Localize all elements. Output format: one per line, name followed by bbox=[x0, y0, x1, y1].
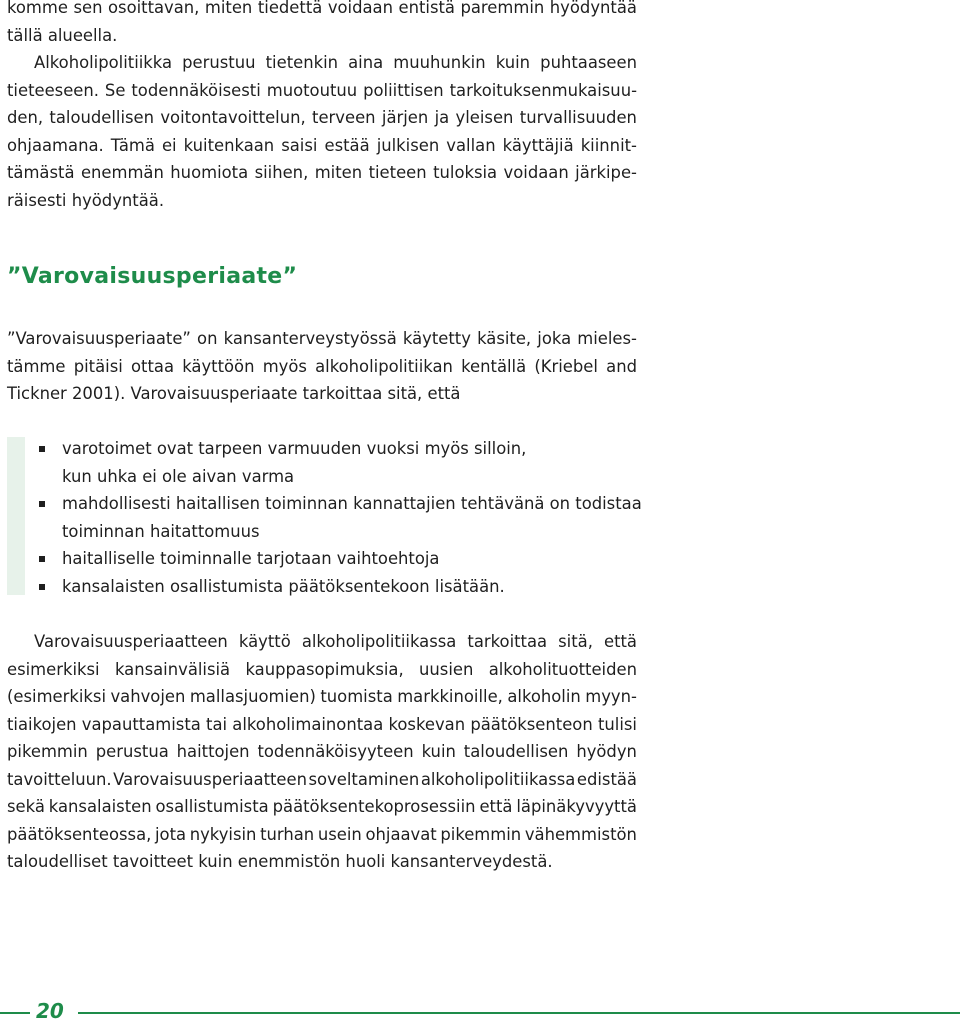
word: entistä bbox=[398, 0, 455, 17]
word: voidaan bbox=[503, 163, 569, 182]
word: ”Varovaisuusperiaate” bbox=[7, 329, 191, 348]
word: tieteeseen. bbox=[7, 80, 99, 100]
word: osallistumista bbox=[155, 797, 269, 816]
word: enemmän bbox=[80, 163, 164, 182]
word: hyödyntää bbox=[549, 0, 637, 17]
word: tuomista bbox=[320, 687, 393, 706]
word: tietenkin bbox=[265, 53, 339, 72]
word: voidaan bbox=[327, 0, 393, 17]
word: alkoholin bbox=[507, 687, 581, 706]
text-line bbox=[7, 49, 637, 77]
word: Alkoholipolitiikka bbox=[34, 53, 173, 72]
word: taloudellisen bbox=[463, 742, 569, 761]
word: tarkoittaa bbox=[467, 632, 548, 651]
word: usein bbox=[317, 824, 362, 844]
word: sen bbox=[73, 0, 103, 17]
word: kuin bbox=[421, 742, 456, 761]
word: mallasjuomien) bbox=[189, 687, 316, 706]
word: ei bbox=[161, 135, 177, 155]
word: että bbox=[479, 797, 513, 816]
word: den, bbox=[7, 108, 44, 127]
word: käytetty bbox=[402, 329, 471, 348]
paragraph-definition bbox=[7, 325, 637, 408]
word: miten bbox=[314, 163, 363, 182]
word: käsite, bbox=[477, 329, 532, 348]
bullet-square-icon bbox=[39, 584, 45, 590]
word: järkipe- bbox=[575, 163, 637, 182]
word: kuitenkaan bbox=[183, 135, 275, 155]
bullet-list-accent-bar bbox=[7, 437, 25, 595]
text-line bbox=[7, 738, 637, 766]
word: alkoholipolitiikan bbox=[315, 356, 453, 376]
word: uusien bbox=[419, 659, 474, 679]
word: alkoholituotteiden bbox=[488, 659, 637, 679]
word: päätöksenteon bbox=[470, 714, 593, 734]
word: turhan bbox=[260, 824, 315, 844]
word: vallan bbox=[446, 135, 496, 155]
word: sekä bbox=[7, 797, 45, 816]
word: todennäköisesti bbox=[131, 80, 261, 100]
word: tavoitteluun. bbox=[7, 769, 112, 789]
word: käyttäjiä bbox=[502, 135, 574, 155]
text-line bbox=[7, 656, 637, 684]
word: päätöksentekoprosessiin bbox=[272, 797, 476, 816]
footer-rule-left bbox=[0, 1012, 30, 1014]
word: julkisen bbox=[376, 135, 440, 155]
word: esimerkiksi bbox=[7, 659, 100, 679]
bullet-list bbox=[38, 435, 642, 600]
word: voitontavoittelun, bbox=[160, 108, 306, 127]
word: ottaa bbox=[131, 356, 174, 376]
word: nykyisin bbox=[189, 824, 257, 844]
word: puhtaaseen bbox=[540, 53, 637, 72]
word: muuhunkin bbox=[393, 53, 486, 72]
word: osoittavan, bbox=[108, 0, 200, 17]
word: Varovaisuusperiaatteen bbox=[34, 632, 228, 651]
word: muotoutuu bbox=[266, 80, 358, 100]
text-line: Tickner 2001). Varovaisuusperiaate tarkoittaa sitä, että bbox=[7, 384, 461, 403]
word: terveen bbox=[312, 108, 376, 127]
bullet-square-icon bbox=[39, 556, 45, 562]
word: tarkoituksenmukaisuu- bbox=[449, 80, 637, 100]
word: että bbox=[604, 632, 637, 651]
text-line bbox=[7, 325, 637, 353]
word: pitäisi bbox=[73, 356, 123, 376]
bullet-square-icon bbox=[39, 446, 45, 452]
word: paremmin bbox=[460, 0, 545, 17]
word: kuin bbox=[495, 53, 531, 72]
word: todennäköisyyteen bbox=[257, 742, 414, 761]
word: myyn- bbox=[585, 687, 637, 706]
text-line bbox=[7, 821, 637, 849]
word: kauppasopimuksia, bbox=[245, 659, 404, 679]
word: kansanterveystyössä bbox=[223, 329, 397, 348]
text-line bbox=[7, 159, 637, 187]
text-line bbox=[7, 104, 637, 132]
list-item-text: varotoimet ovat tarpeen varmuuden vuoksi myös silloin, bbox=[62, 439, 527, 458]
text-line bbox=[7, 683, 637, 711]
word: kiinnit- bbox=[580, 135, 637, 155]
word: markkinoille, bbox=[397, 687, 503, 706]
word: Se bbox=[104, 80, 126, 100]
page-number: 20 bbox=[36, 999, 64, 1023]
word: ohjaamana. bbox=[7, 135, 104, 155]
word: edistää bbox=[576, 769, 637, 789]
word: taloudellisen bbox=[49, 108, 155, 127]
word: tämästä bbox=[7, 163, 75, 182]
word: saisi bbox=[281, 135, 318, 155]
text-line: taloudelliset tavoitteet kuin enemmistön huoli kansanterveydestä. bbox=[7, 852, 553, 871]
word: päätöksenteossa, bbox=[7, 824, 152, 844]
word: (esimerkiksi bbox=[7, 687, 106, 706]
text-line bbox=[7, 628, 637, 656]
word: tiedettä bbox=[257, 0, 323, 17]
list-item-text: mahdollisesti haitallisen toiminnan kannattajien tehtävänä on todistaa bbox=[62, 494, 642, 513]
list-item bbox=[38, 545, 642, 573]
word: joka bbox=[537, 329, 572, 348]
word: tiaikojen bbox=[7, 714, 77, 734]
word: kansalaisten bbox=[48, 797, 152, 816]
text-line bbox=[7, 353, 637, 381]
word: haittojen bbox=[176, 742, 250, 761]
word: jota bbox=[154, 824, 187, 844]
bullet-square-icon bbox=[39, 501, 45, 507]
word: vahvojen bbox=[110, 687, 186, 706]
text-line bbox=[7, 711, 637, 739]
word: yleisen bbox=[455, 108, 514, 127]
word: mieles- bbox=[577, 329, 637, 348]
word: alkoholipolitiikassa bbox=[301, 632, 457, 651]
word: vapauttamista bbox=[81, 714, 201, 734]
word: (Kriebel bbox=[534, 356, 598, 376]
text-line bbox=[7, 0, 637, 22]
word: tämme bbox=[7, 356, 66, 376]
word: Varovaisuusperiaatteen bbox=[113, 769, 307, 789]
word: koskevan bbox=[388, 714, 466, 734]
word: estää bbox=[324, 135, 370, 155]
text-line bbox=[7, 132, 637, 160]
word: aina bbox=[348, 53, 384, 72]
word: pikemmin bbox=[440, 824, 522, 844]
word: huomiota bbox=[170, 163, 249, 182]
paragraph-intro bbox=[7, 0, 637, 214]
word: tuloksia bbox=[433, 163, 498, 182]
word: perustua bbox=[95, 742, 169, 761]
word: turvallisuuden bbox=[519, 108, 637, 127]
word: kentällä bbox=[461, 356, 527, 376]
list-item bbox=[38, 490, 642, 545]
word: tai bbox=[206, 714, 228, 734]
word: ja bbox=[434, 108, 450, 127]
word: käyttöön bbox=[182, 356, 255, 376]
text-line: räisesti hyödyntää. bbox=[7, 190, 165, 210]
list-item-text: kansalaisten osallistumista päätöksentekoon lisätään. bbox=[62, 576, 505, 596]
text-line bbox=[7, 766, 637, 794]
word: komme bbox=[7, 0, 68, 17]
word: kansainvälisiä bbox=[114, 659, 231, 679]
word: soveltaminen bbox=[308, 769, 420, 789]
list-item-text: toiminnan haitattomuus bbox=[62, 521, 260, 541]
word: vähemmistön bbox=[524, 824, 637, 844]
footer-rule-right bbox=[78, 1012, 960, 1014]
text-line: tällä alueella. bbox=[7, 25, 118, 45]
word: siihen, bbox=[254, 163, 309, 182]
paragraph-application bbox=[7, 628, 637, 876]
word: tieteen bbox=[368, 163, 427, 182]
list-item-text: kun uhka ei ole aivan varma bbox=[62, 466, 295, 486]
word: järjen bbox=[381, 108, 429, 127]
word: alkoholipolitiikassa bbox=[420, 769, 576, 789]
word: on bbox=[197, 329, 218, 348]
section-heading: ”Varovaisuusperiaate” bbox=[7, 264, 298, 289]
text-line bbox=[7, 793, 637, 821]
word: tulisi bbox=[597, 714, 637, 734]
word: miten bbox=[204, 0, 253, 17]
word: pikemmin bbox=[7, 742, 88, 761]
word: alkoholimainontaa bbox=[232, 714, 384, 734]
list-item bbox=[38, 573, 642, 601]
word: käyttö bbox=[238, 632, 291, 651]
word: ohjaavat bbox=[365, 824, 437, 844]
word: and bbox=[606, 356, 637, 376]
list-item-text: haitalliselle toiminnalle tarjotaan vaihtoehtoja bbox=[62, 549, 440, 568]
word: hyödyn bbox=[576, 742, 637, 761]
word: läpinäkyvyyttä bbox=[516, 797, 637, 816]
word: Tämä bbox=[110, 135, 155, 155]
list-item bbox=[38, 435, 642, 490]
word: perustuu bbox=[182, 53, 256, 72]
word: poliittisen bbox=[363, 80, 444, 100]
word: myös bbox=[262, 356, 307, 376]
text-line bbox=[7, 77, 637, 105]
word: sitä, bbox=[558, 632, 593, 651]
